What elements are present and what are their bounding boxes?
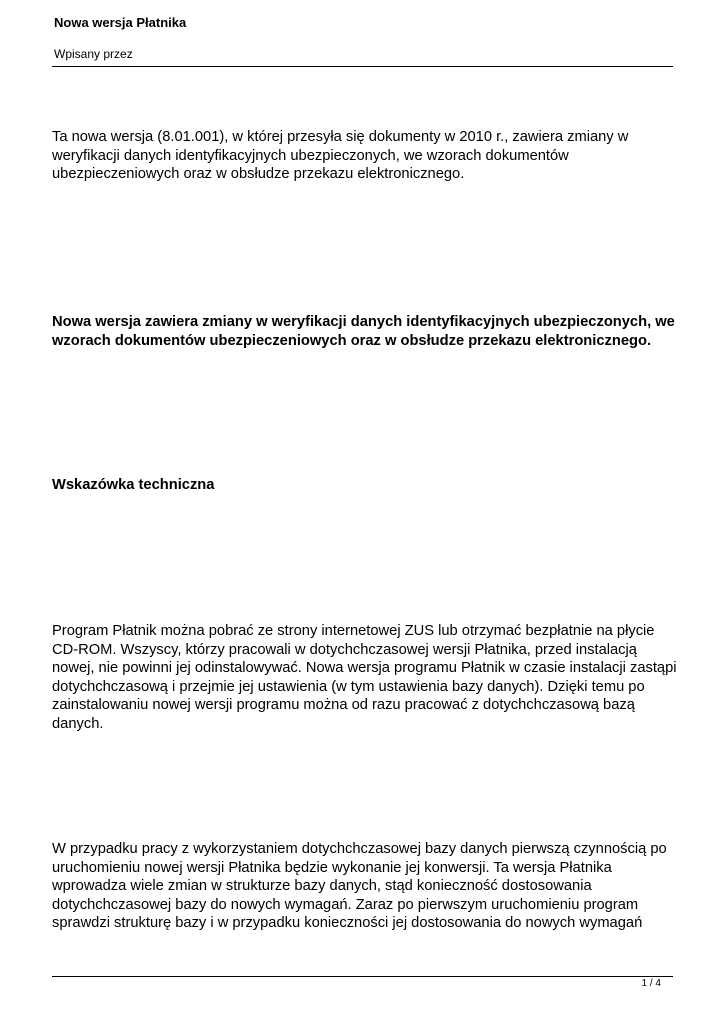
page-number: 1 / 4 xyxy=(641,978,661,989)
author-line: Wpisany przez xyxy=(54,47,133,61)
conversion-paragraph: W przypadku pracy z wykorzystaniem dotychchczasowej bazy danych pierwszą czynnością po uruchomieniu nowej wersji Płatnika będzie wykonanie jej konwersji. Ta wersja Płatnika wprowadza wiele zmian w strukturze bazy danych, stąd konieczność dostosowania dotychchczasowej bazy do nowych wymagań. Zaraz po pierwszym uruchomieniu program sprawdzi strukturę bazy i w przypadku konieczności jej dostosowania do nowych wymagań xyxy=(52,841,667,932)
download-paragraph: Program Płatnik można pobrać ze strony internetowej ZUS lub otrzymać bezpłatnie na płycie CD-ROM. Wszyscy, którzy pracowali w dotychchczasowej wersji Płatnika, przed instalacją nowej, nie powinni jej odinstalowywać. Nowa wersja programu Płatnik w czasie instalacji zastąpi dotychchczasową i przejmie jej ustawienia (w tym ustawienia bazy danych). Dzięki temu po zainstalowaniu nowej wersji programu można od razu pracować z dotychchczasową bazą danych. xyxy=(52,623,677,732)
footer-divider xyxy=(52,976,673,977)
header-divider xyxy=(52,66,673,67)
intro-paragraph: Ta nowa wersja (8.01.001), w której przesyła się dokumenty w 2010 r., zawiera zmiany w weryfikacji danych identyfikacyjnych ubezpieczonych, we wzorach dokumentów ubezpieczeniowych oraz w obsłudze przekazu elektronicznego. xyxy=(52,129,629,183)
bold-summary-paragraph: Nowa wersja zawiera zmiany w weryfikacji danych identyfikacyjnych ubezpieczonych, we wzorach dokumentów ubezpieczeniowych oraz w obsłudze przekazu elektronicznego. xyxy=(52,314,675,349)
section-heading: Wskazówka techniczna xyxy=(52,477,215,493)
page-title: Nowa wersja Płatnika xyxy=(54,15,187,30)
